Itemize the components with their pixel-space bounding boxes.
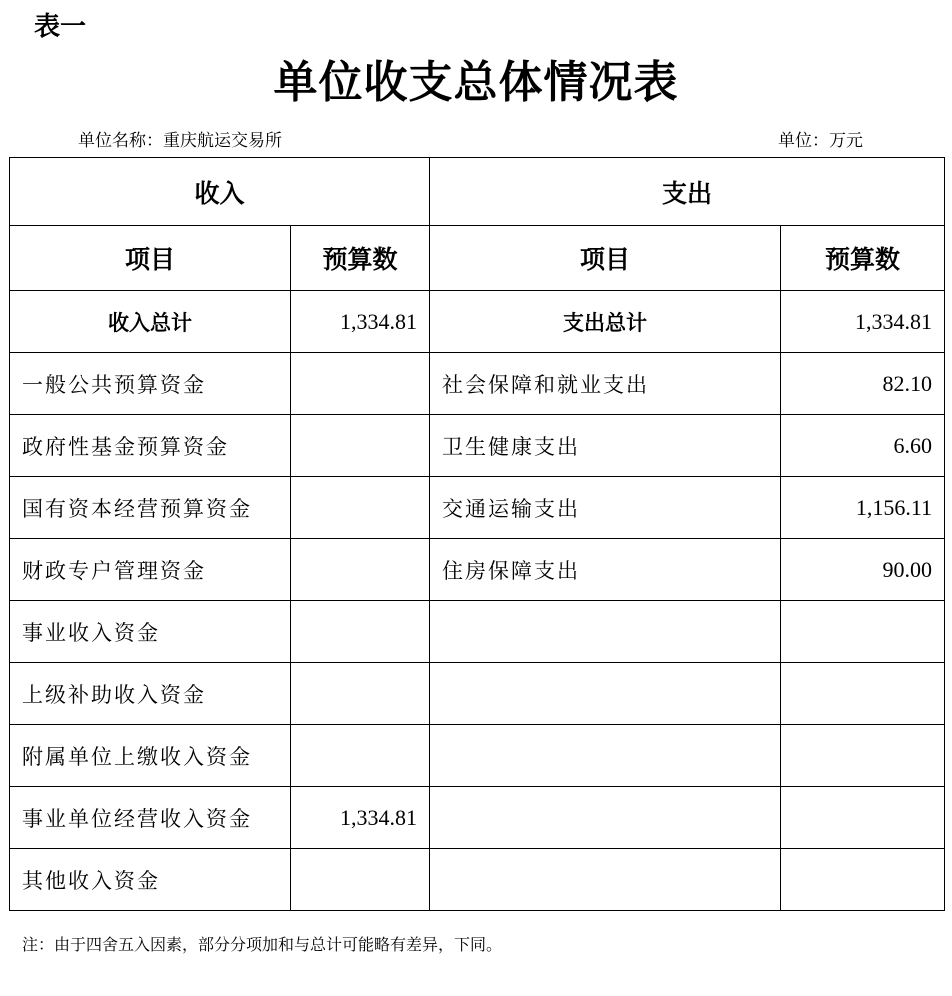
- expense-item: [430, 725, 781, 787]
- expense-item: 卫生健康支出: [430, 415, 781, 477]
- expense-amount: 1,156.11: [781, 477, 945, 539]
- page-title: 单位收支总体情况表: [273, 57, 679, 108]
- income-item: 其他收入资金: [10, 849, 291, 911]
- income-amount: 1,334.81: [291, 787, 430, 849]
- income-amount: [291, 539, 430, 601]
- expense-item-column-header: 项目: [430, 226, 781, 291]
- table-row: [10, 353, 945, 415]
- table-row: [10, 601, 945, 663]
- total-row: [10, 291, 945, 353]
- expense-amount: [781, 601, 945, 663]
- income-item: 事业单位经营收入资金: [10, 787, 291, 849]
- budget-table: [9, 157, 945, 911]
- expense-amount: 90.00: [781, 539, 945, 601]
- unit-name: 单位名称：重庆航运交易所: [78, 131, 282, 151]
- table-row: [10, 415, 945, 477]
- group-header-row: [10, 158, 945, 226]
- income-total-label: 收入总计: [10, 291, 291, 353]
- income-amount: [291, 725, 430, 787]
- expense-amount: [781, 663, 945, 725]
- income-item: 国有资本经营预算资金: [10, 477, 291, 539]
- income-total-value: 1,334.81: [291, 291, 430, 353]
- income-item: 政府性基金预算资金: [10, 415, 291, 477]
- expense-amount: [781, 725, 945, 787]
- income-item: 上级补助收入资金: [10, 663, 291, 725]
- income-amount: [291, 415, 430, 477]
- expense-budget-column-header: 预算数: [781, 226, 945, 291]
- expense-total-label: 支出总计: [430, 291, 781, 353]
- table-row: [10, 539, 945, 601]
- income-item: 事业收入资金: [10, 601, 291, 663]
- expense-amount: [781, 787, 945, 849]
- expense-item: [430, 663, 781, 725]
- income-item: 财政专户管理资金: [10, 539, 291, 601]
- expense-item: 交通运输支出: [430, 477, 781, 539]
- expense-item: 社会保障和就业支出: [430, 353, 781, 415]
- income-header: 收入: [10, 158, 430, 226]
- table-row: [10, 849, 945, 911]
- expense-amount: 6.60: [781, 415, 945, 477]
- income-amount: [291, 663, 430, 725]
- footnote: 注：由于四舍五入因素，部分分项加和与总计可能略有差异，下同。: [22, 935, 503, 954]
- table-row: [10, 787, 945, 849]
- income-amount: [291, 353, 430, 415]
- expense-amount: [781, 849, 945, 911]
- table-row: [10, 477, 945, 539]
- expense-header: 支出: [430, 158, 945, 226]
- expense-item: [430, 849, 781, 911]
- income-amount: [291, 477, 430, 539]
- table-number-label: 表一: [34, 12, 87, 42]
- table-row: [10, 663, 945, 725]
- income-amount: [291, 601, 430, 663]
- expense-item: [430, 601, 781, 663]
- income-item-column-header: 项目: [10, 226, 291, 291]
- expense-item: [430, 787, 781, 849]
- table-row: [10, 725, 945, 787]
- income-item: 一般公共预算资金: [10, 353, 291, 415]
- expense-item: 住房保障支出: [430, 539, 781, 601]
- expense-total-value: 1,334.81: [781, 291, 945, 353]
- income-budget-column-header: 预算数: [291, 226, 430, 291]
- expense-amount: 82.10: [781, 353, 945, 415]
- column-header-row: [10, 226, 945, 291]
- unit-of-measure: 单位：万元: [778, 131, 863, 151]
- income-item: 附属单位上缴收入资金: [10, 725, 291, 787]
- income-amount: [291, 849, 430, 911]
